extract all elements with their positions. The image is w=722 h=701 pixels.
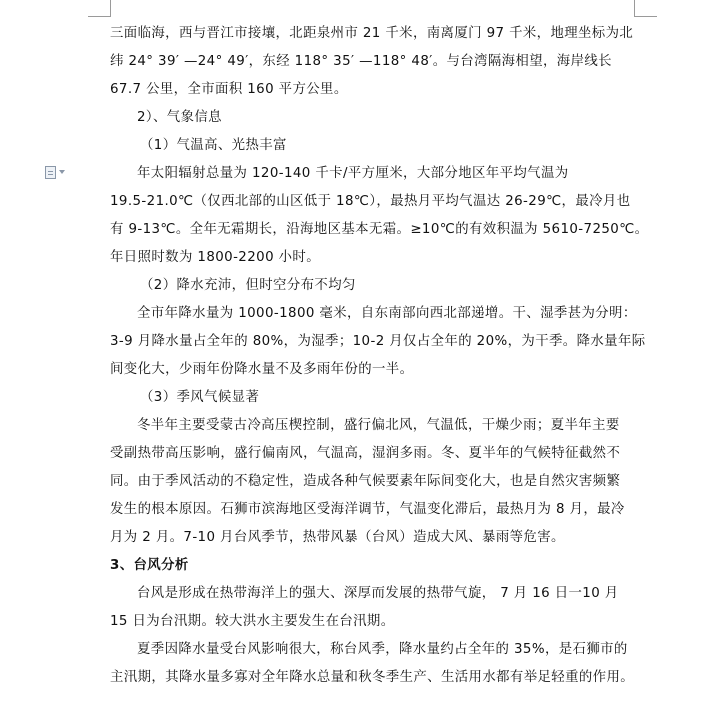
paragraph-line: 67.7 公里，全市面积 160 平方公里。 [110,82,348,97]
paste-options-button[interactable] [45,164,75,180]
paragraph-line: 受副热带高压影响，盛行偏南风，气温高，湿润多雨。冬、夏半年的气候特征截然不 [110,446,621,461]
paragraph-line: 全市年降水量为 1000-1800 毫米，自东南部向西北部递增。干、湿季甚为分明： [137,306,637,321]
paste-options-icon [45,166,56,179]
paragraph-line: 15 日为台汛期。较大洪水主要发生在台汛期。 [110,614,395,629]
paragraph-line: 冬半年主要受蒙古冷高压楔控制，盛行偏北风，气温低，干燥少雨；夏半年主要 [137,418,620,433]
paragraph-line: 年日照时数为 1800-2200 小时。 [110,250,321,265]
paragraph-line: 同。由于季风活动的不稳定性，造成各种气候要素年际间变化大，也是自然灾害频繁 [110,474,621,489]
page-corner-left-marker [88,0,111,17]
paragraph-line: 19.5-21.0℃（仅西北部的山区低于 18℃），最热月平均气温达 26-29℃，最冷月也 [110,194,631,209]
section-heading-typhoon: 3、台风分析 [110,558,189,573]
document-body[interactable] [110,20,649,692]
page-corner-right-marker [634,0,657,17]
paragraph-line: 间变化大，少雨年份降水量不及多雨年份的一半。 [110,362,414,377]
paragraph-line: 台风是形成在热带海洋上的强大、深厚而发展的热带气旋， 7 月 16 日一10 月 [137,586,619,601]
paragraph-line: 3-9 月降水量占全年的 80%，为湿季；10-2 月仅占全年的 20%，为干季。降水量年际 [110,334,646,349]
subheading-temperature: （1）气温高、光热丰富 [140,138,287,153]
paragraph-line: 三面临海，西与晋江市接壤，北距泉州市 21 千米，南离厦门 97 千米，地理坐标为北 [110,26,634,41]
paragraph-line: 年太阳辐射总量为 120-140 千卡/平方厘米，大部分地区年平均气温为 [137,166,569,181]
paragraph-line: 夏季因降水量受台风影响很大，称台风季，降水量约占全年的 35%，是石狮市的 [137,642,628,657]
subheading-monsoon: （3）季风气候显著 [140,390,260,405]
paragraph-line: 有 9-13℃。全年无霜期长，沿海地区基本无霜。≥10℃的有效积温为 5610-7250℃。 [110,222,649,237]
chevron-down-icon [59,170,65,174]
paragraph-line: 月为 2 月。7-10 月台风季节，热带风暴（台风）造成大风、暴雨等危害。 [110,530,565,545]
section-heading-weather: 2）、气象信息 [137,110,222,125]
paragraph-line: 主汛期，其降水量多寡对全年降水总量和秋冬季生产、生活用水都有举足轻重的作用。 [110,670,635,685]
subheading-precipitation: （2）降水充沛，但时空分布不均匀 [140,278,356,293]
paragraph-line: 纬 24° 39′ —24° 49′，东经 118° 35′ —118° 48′。与台湾隔海相望，海岸线长 [110,54,612,69]
paragraph-line: 发生的根本原因。石狮市滨海地区受海洋调节，气温变化滞后，最热月为 8 月，最冷 [110,502,625,517]
